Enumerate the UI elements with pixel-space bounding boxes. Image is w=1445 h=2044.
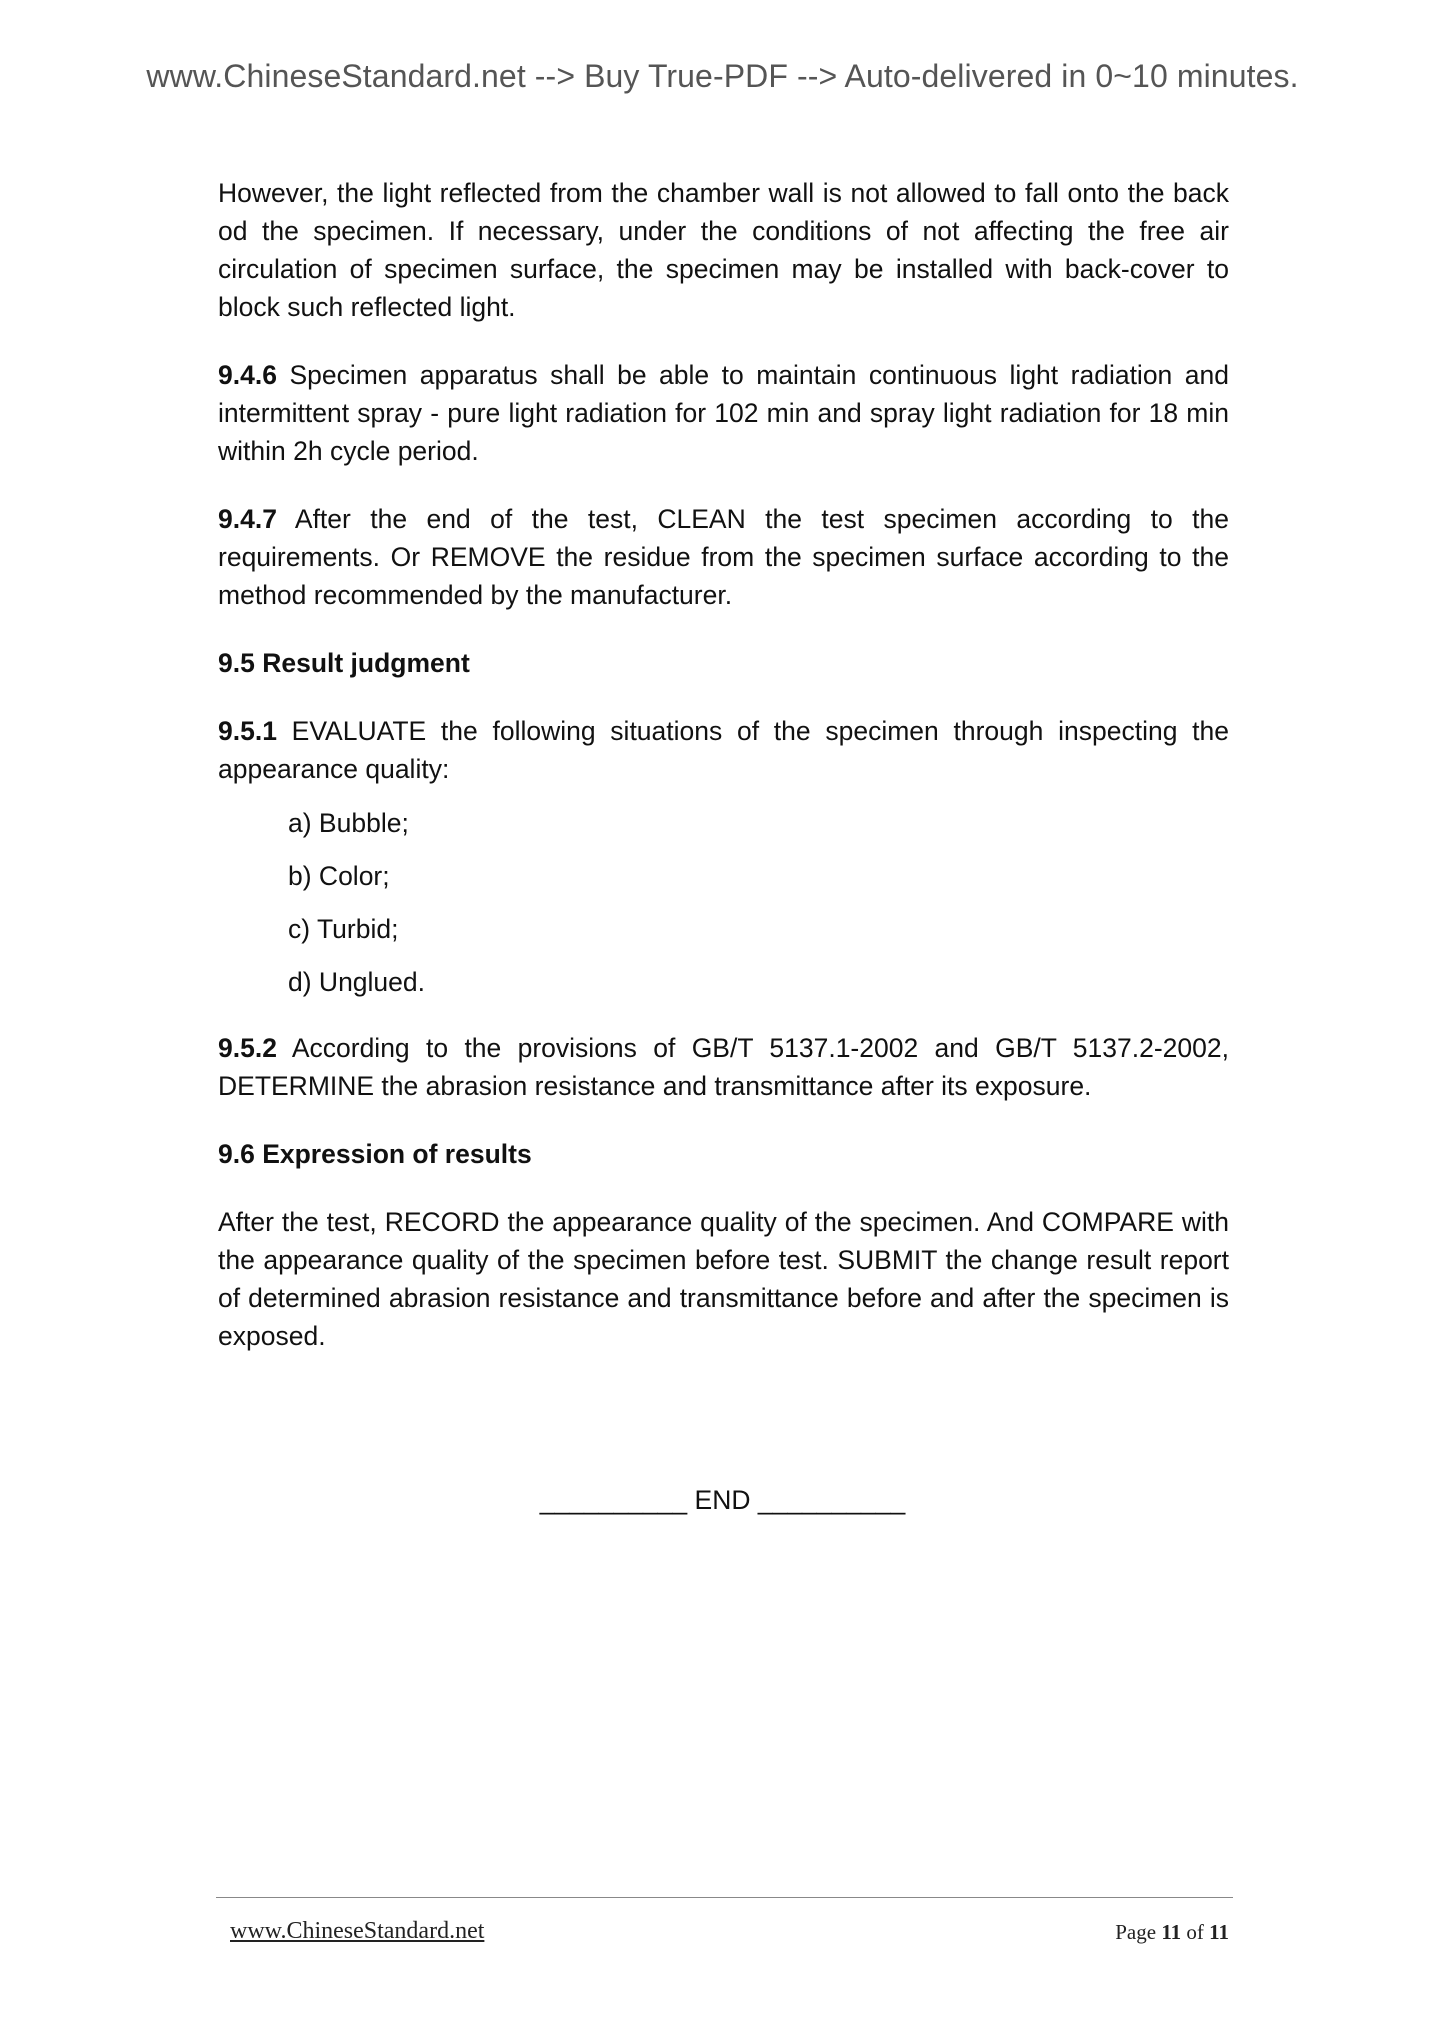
page-total: 11 bbox=[1209, 1920, 1229, 1944]
site-banner[interactable]: www.ChineseStandard.net --> Buy True-PDF --> Auto-delivered in 0~10 minutes. bbox=[146, 58, 1299, 94]
section-heading-9-5: 9.5 Result judgment bbox=[218, 648, 470, 678]
paragraph-reflected-light: However, the light reflected from the chamber wall is not allowed to fall onto the back od the specimen. If necessary, under the conditions of not affecting the free air circulation of specimen surface, the specimen may be installed with back-cover to block such reflected light. bbox=[218, 178, 1229, 322]
clause-number: 9.4.7 bbox=[218, 504, 277, 534]
clause-number: 9.5.1 bbox=[218, 716, 277, 746]
clause-text: After the end of the test, CLEAN the test specimen according to the requirements. Or REMOVE the residue from the specimen surface according to the method recommended by the manufacturer. bbox=[218, 504, 1229, 610]
list-item: c) Turbid; bbox=[288, 914, 399, 944]
page-current: 11 bbox=[1161, 1920, 1182, 1944]
page-number bbox=[1115, 1920, 1229, 1945]
clause-9-5-2 bbox=[218, 1029, 1229, 1105]
list-item: d) Unglued. bbox=[288, 967, 426, 997]
footer-site-link[interactable]: www.ChineseStandard.net bbox=[230, 1918, 485, 1944]
appearance-list bbox=[288, 804, 1229, 1001]
section-heading-9-6: 9.6 Expression of results bbox=[218, 1139, 532, 1169]
clause-9-4-7 bbox=[218, 500, 1229, 614]
clause-text: According to the provisions of GB/T 5137.1-2002 and GB/T 5137.2-2002, DETERMINE the abrasion resistance and transmittance after its exposure. bbox=[218, 1033, 1229, 1101]
clause-9-4-6 bbox=[218, 356, 1229, 470]
end-marker: __________ END __________ bbox=[539, 1485, 906, 1515]
list-item: a) Bubble; bbox=[288, 808, 409, 838]
page-of: of bbox=[1181, 1920, 1210, 1944]
list-item: b) Color; bbox=[288, 861, 390, 891]
document-body bbox=[218, 174, 1229, 1385]
paragraph-expression-of-results: After the test, RECORD the appearance quality of the specimen. And COMPARE with the appearance quality of the specimen before test. SUBMIT the change result report of determined abrasion resistance and transmittance before and after the specimen is exposed. bbox=[218, 1207, 1229, 1351]
clause-number: 9.4.6 bbox=[218, 360, 277, 390]
footer-divider bbox=[216, 1897, 1233, 1898]
clause-text: EVALUATE the following situations of the specimen through inspecting the appearance quality: bbox=[218, 716, 1229, 784]
page-prefix: Page bbox=[1115, 1920, 1162, 1944]
clause-9-5-1 bbox=[218, 712, 1229, 788]
clause-text: Specimen apparatus shall be able to maintain continuous light radiation and intermittent spray - pure light radiation for 102 min and spray light radiation for 18 min within 2h cycle period. bbox=[218, 360, 1229, 466]
clause-number: 9.5.2 bbox=[218, 1033, 277, 1063]
